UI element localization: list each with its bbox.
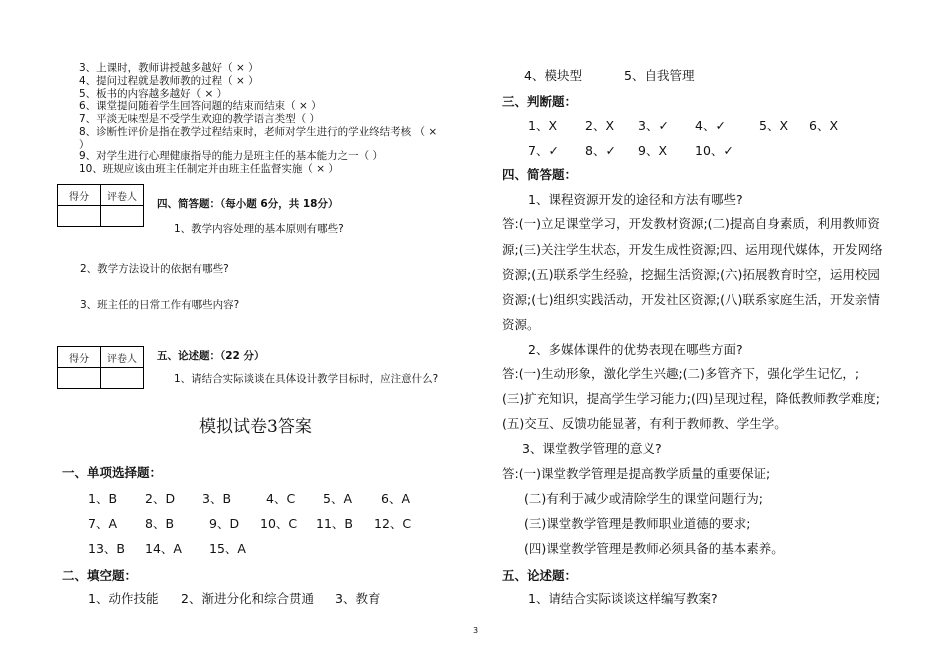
score-box <box>57 346 144 389</box>
section-header: 五、论述题：（22 分） <box>157 350 265 362</box>
mc-answer: 1、B <box>88 491 118 506</box>
question: 1、请结合实际谈谈这样编写教案? <box>528 591 718 606</box>
fill-answer: 1、动作技能 <box>88 591 159 606</box>
question: 3、班主任的日常工作有哪些内容? <box>80 299 240 311</box>
mc-answer: 14、A <box>145 541 182 556</box>
tf-item: 4、提问过程就是教师教的过程（ × ） <box>79 75 259 87</box>
tf-answer: 4、✓ <box>695 118 726 133</box>
section-header: 三、判断题： <box>502 94 578 109</box>
mc-answer: 15、A <box>209 541 246 556</box>
tf-answer: 3、✓ <box>638 118 669 133</box>
section-header: 一、单项选择题： <box>62 465 163 480</box>
fill-answer: 3、教育 <box>335 591 381 606</box>
mc-answer: 12、C <box>374 516 412 531</box>
tf-answer: 7、✓ <box>528 143 559 158</box>
mc-answer: 9、D <box>209 516 240 531</box>
fill-answer: 4、模块型 <box>524 68 582 83</box>
mc-answer: 11、B <box>316 516 353 531</box>
tf-answer: 8、✓ <box>585 143 616 158</box>
answer-line: 答:(一)生动形象，激化学生兴趣;(二)多管齐下，强化学生记忆，; <box>502 366 860 381</box>
mc-answer: 10、C <box>260 516 298 531</box>
answer-line: 答:(一)课堂教学管理是提高教学质量的重要保证; <box>502 466 771 481</box>
mc-answer: 7、A <box>88 516 118 531</box>
answer-line: 资源。 <box>502 317 540 332</box>
tf-answer: 5、X <box>759 118 789 133</box>
score-cell <box>58 368 101 389</box>
fill-answer: 5、自我管理 <box>624 68 695 83</box>
answer-line: (二)有利于减少或清除学生的课堂问题行为; <box>524 491 763 506</box>
answer-title: 模拟试卷3答案 <box>199 417 312 437</box>
mc-answer: 2、D <box>145 491 176 506</box>
answer-line: 资源;(七)组织实践活动，开发社区资源;(八)联系家庭生活，开发亲情 <box>502 292 880 307</box>
score-box <box>57 184 144 227</box>
question: 2、多媒体课件的优势表现在哪些方面? <box>528 342 743 357</box>
mc-answer: 4、C <box>266 491 296 506</box>
section-header: 四、简答题： <box>502 167 578 182</box>
answer-line: (三)课堂教学管理是教师职业道德的要求; <box>524 516 751 531</box>
page-number: 3 <box>473 626 479 635</box>
tf-item-cont: ） <box>79 139 90 151</box>
question: 1、教学内容处理的基本原则有哪些? <box>174 223 344 235</box>
tf-item: 8、诊断性评价是指在教学过程结束时，老师对学生进行的学业终结考核 （ × <box>79 126 438 138</box>
tf-item: 5、板书的内容越多越好（ × ） <box>79 88 228 100</box>
tf-item: 7、平淡无味型是不受学生欢迎的教学语言类型（ ） <box>79 113 321 125</box>
grader-cell <box>101 206 144 227</box>
answer-line: 源;(三)关注学生状态，开发生成性资源;四、运用现代媒体，开发网络 <box>502 242 883 257</box>
mc-answer: 13、B <box>88 541 125 556</box>
question: 1、请结合实际谈谈在具体设计教学目标时，应注意什么? <box>174 373 439 385</box>
score-label: 得分 <box>58 347 101 368</box>
tf-answer: 6、X <box>809 118 839 133</box>
tf-answer: 2、X <box>585 118 615 133</box>
tf-item: 3、上课时，教师讲授越多越好（ × ） <box>79 62 259 74</box>
tf-item: 6、课堂提问随着学生回答问题的结束而结束（ × ） <box>79 100 322 112</box>
grader-label: 评卷人 <box>101 347 144 368</box>
mc-answer: 6、A <box>381 491 411 506</box>
tf-item: 10、班规应该由班主任制定并由班主任监督实施（ × ） <box>79 163 339 175</box>
section-header: 五、论述题： <box>502 568 578 583</box>
answer-line: 资源;(五)联系学生经验，挖掘生活资源;(六)拓展教育时空，运用校园 <box>502 267 880 282</box>
mc-answer: 3、B <box>202 491 232 506</box>
mc-answer: 5、A <box>323 491 353 506</box>
tf-answer: 9、X <box>638 143 668 158</box>
grader-label: 评卷人 <box>101 185 144 206</box>
answer-line: 答:(一)立足课堂学习，开发教材资源;(二)提高自身素质，利用教师资 <box>502 216 880 231</box>
answer-line: (四)课堂教学管理是教师必须具备的基本素养。 <box>524 541 784 556</box>
tf-answer: 1、X <box>528 118 558 133</box>
answer-line: (三)扩充知识，提高学生学习能力;(四)呈现过程，降低教师教学难度; <box>502 391 880 406</box>
tf-item: 9、对学生进行心理健康指导的能力是班主任的基本能力之一（ ） <box>79 150 384 162</box>
score-label: 得分 <box>58 185 101 206</box>
answer-line: (五)交互、反馈功能显著，有利于教师教、学生学。 <box>502 416 787 431</box>
question: 1、课程资源开发的途径和方法有哪些? <box>528 192 743 207</box>
question: 2、教学方法设计的依据有哪些? <box>80 263 229 275</box>
section-header: 四、简答题：（每小题 6分，共 18分） <box>157 198 339 210</box>
fill-answer: 2、渐进分化和综合贯通 <box>181 591 314 606</box>
section-header: 二、填空题： <box>62 568 138 583</box>
grader-cell <box>101 368 144 389</box>
question: 3、课堂教学管理的意义? <box>522 441 662 456</box>
score-cell <box>58 206 101 227</box>
tf-answer: 10、✓ <box>695 143 734 158</box>
mc-answer: 8、B <box>145 516 175 531</box>
